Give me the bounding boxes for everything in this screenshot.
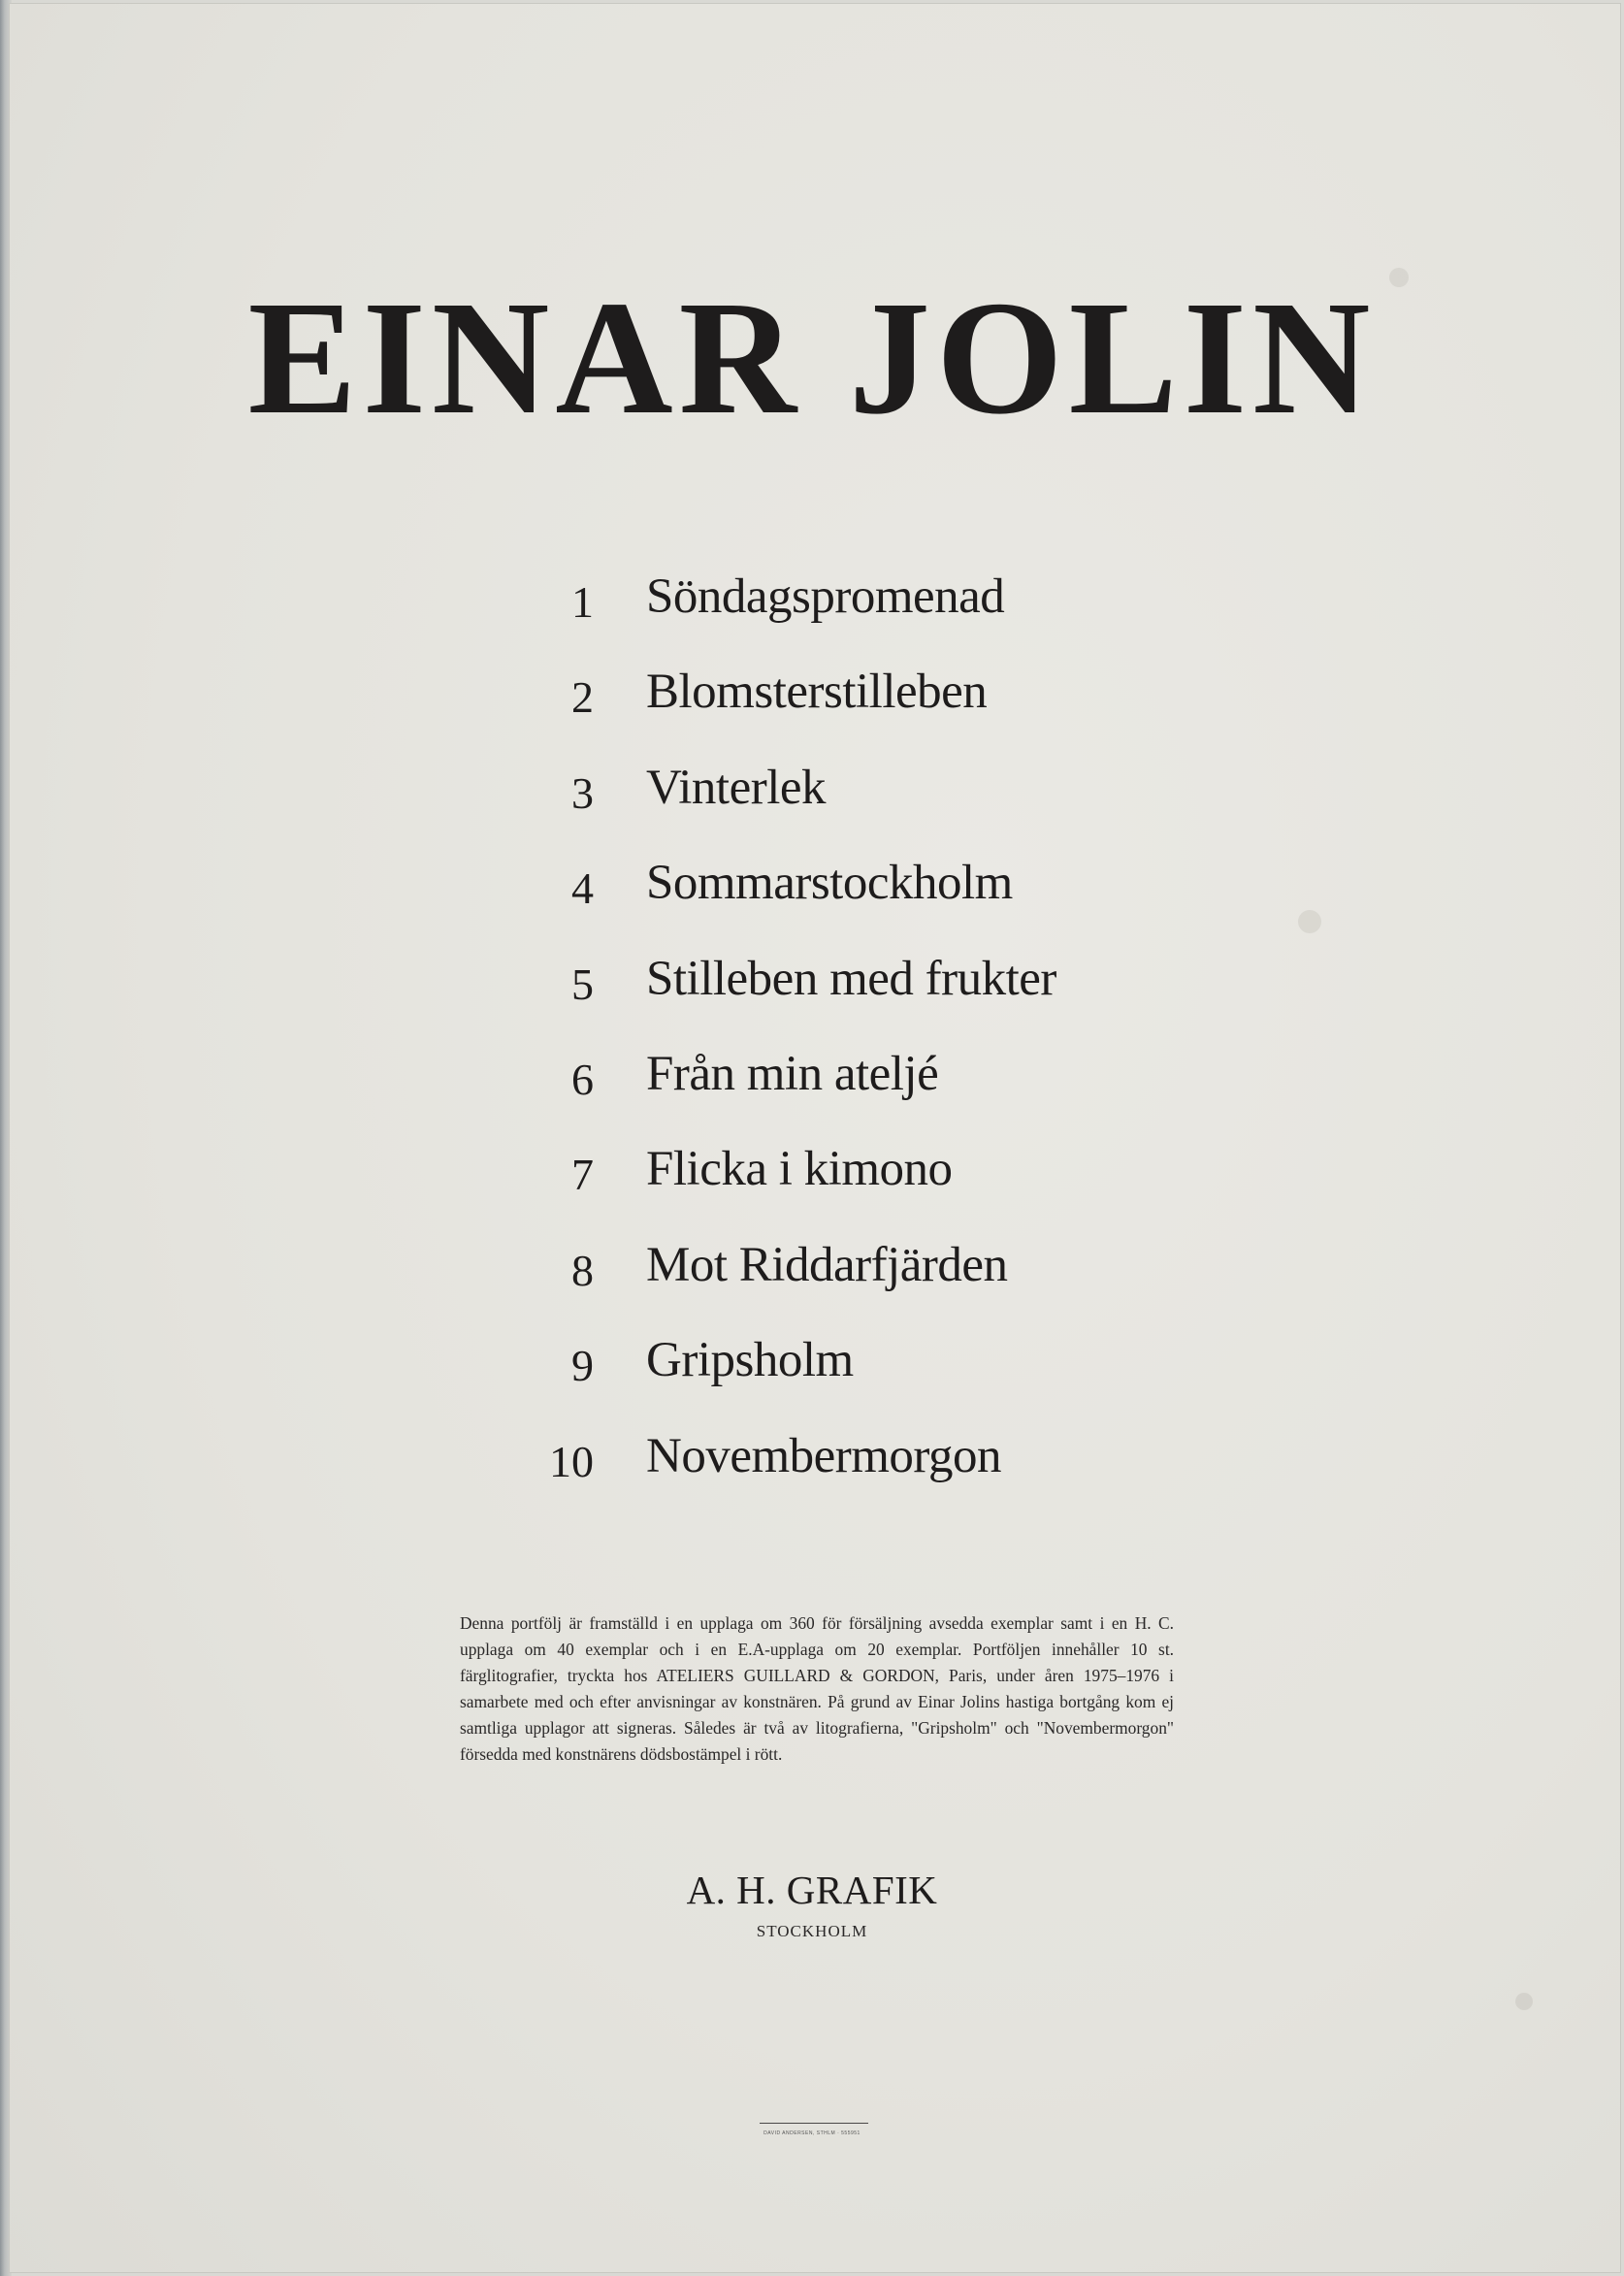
list-item xyxy=(524,1237,1203,1336)
list-item xyxy=(524,1428,1203,1527)
item-number: 7 xyxy=(571,1150,594,1200)
item-number: 8 xyxy=(571,1245,594,1295)
item-title: Från min ateljé xyxy=(646,1046,939,1101)
page-title: EINAR JOLIN xyxy=(247,268,1377,448)
item-number: 6 xyxy=(571,1054,594,1104)
list-item xyxy=(524,760,1203,859)
item-number: 9 xyxy=(571,1341,594,1391)
list-item xyxy=(524,951,1203,1050)
list-item xyxy=(524,1142,1203,1240)
item-number: 3 xyxy=(571,767,594,818)
item-title: Novembermorgon xyxy=(646,1428,1001,1483)
item-title: Sommarstockholm xyxy=(646,856,1013,911)
paper-spot xyxy=(1298,910,1321,933)
item-number: 10 xyxy=(549,1436,594,1486)
item-title: Vinterlek xyxy=(646,760,827,815)
contents-list xyxy=(524,569,1203,1527)
item-title: Flicka i kimono xyxy=(646,1142,953,1197)
publisher-name: A. H. GRAFIK xyxy=(686,1868,938,1912)
publisher-city: STOCKHOLM xyxy=(756,1922,868,1940)
item-number: 2 xyxy=(571,672,594,723)
item-title: Stilleben med frukter xyxy=(646,951,1056,1006)
item-number: 5 xyxy=(571,959,594,1009)
item-title: Gripsholm xyxy=(646,1333,854,1388)
item-title: Mot Riddarfjärden xyxy=(646,1237,1008,1292)
item-number: 1 xyxy=(571,577,594,627)
list-item xyxy=(524,1333,1203,1431)
item-title: Söndagspromenad xyxy=(646,569,1005,624)
list-item xyxy=(524,667,1203,763)
list-item xyxy=(524,856,1203,954)
item-title: Blomsterstilleben xyxy=(646,665,988,720)
list-item xyxy=(524,1046,1203,1145)
divider xyxy=(760,2123,868,2124)
paper-spot xyxy=(1515,1993,1533,2010)
colophon-text: Denna portfölj är framställd i en upplaga om 360 för försäljning avsedda exemplar samt i en H. C. upplaga om 40 exemplar och i en E.A-upplaga om 20 exemplar. Portföljen innehåller 10 st. färglitografier, tryckta hos ATELIERS GUILLARD & GORDON, Paris, under åren 1975–1976 i samarbete med och efter anvisningar av konstnären. På grund av Einar Jolins hastiga bortgång kom ej samtliga upplagor att signeras. Således är två av litografierna, "Gripsholm" och "Novembermorgon" försedda med konstnärens dödsbostämpel i rött. xyxy=(460,1613,1174,1764)
printer-imprint: DAVID ANDERSEN, STHLM · 555951 xyxy=(763,2130,861,2136)
item-number: 4 xyxy=(571,863,594,914)
list-item xyxy=(524,569,1203,667)
